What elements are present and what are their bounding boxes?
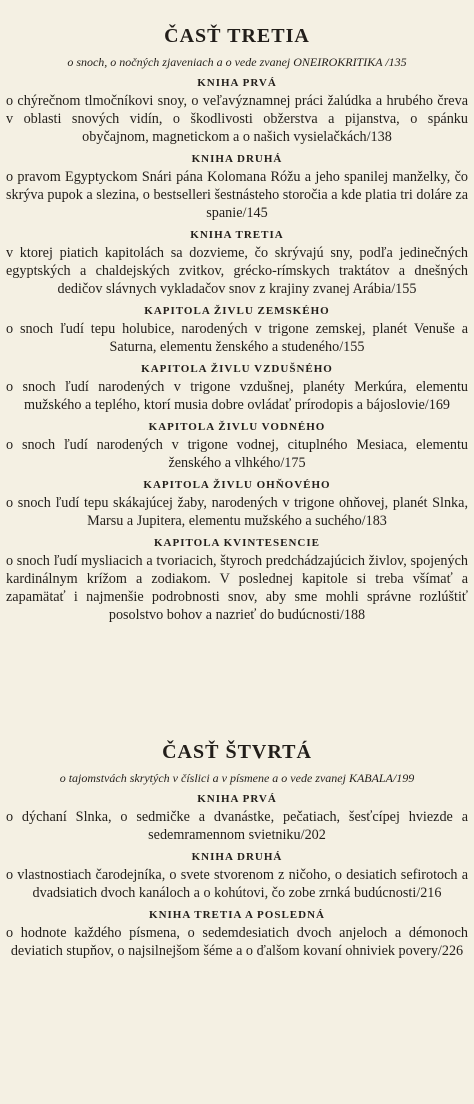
entry-heading: KNIHA DRUHÁ <box>191 153 283 165</box>
entry-text: o snoch ľudí tepu skákajúcej žaby, narodených v trigone ohňovej, planét Slnka, Marsu a Jupitera, elementu mužského a suchého/183 <box>6 495 468 529</box>
part-title: ČASŤ ŠTVRTÁ <box>162 741 312 763</box>
entry-text: o dýchaní Slnka, o sedmičke a dvanástke, pečatiach, šesťcípej hviezde a sedemramennom svietniku/202 <box>6 809 468 843</box>
entry-heading: KNIHA PRVÁ <box>197 77 277 89</box>
toc-entry-kniha-druha[interactable] <box>0 850 474 902</box>
entry-heading: KAPITOLA ŽIVLU OHŇOVÉHO <box>143 479 331 491</box>
toc-entry-kapitola-ohnoveho[interactable] <box>0 478 474 530</box>
toc-entry-kapitola-vodneho[interactable] <box>0 420 474 472</box>
part-title: ČASŤ TRETIA <box>164 25 310 47</box>
entry-heading: KNIHA PRVÁ <box>197 793 277 805</box>
part-subtitle: o tajomstvách skrytých v číslici a v písmene a o vede zvanej KABALA/199 <box>59 771 415 785</box>
toc-entry-kniha-druha[interactable] <box>0 152 474 222</box>
part-four <box>0 740 474 960</box>
entry-text: o vlastnostiach čarodejníka, o svete stvorenom z ničoho, o desiatich sefirotoch a dvadsiatich dvoch kanáloch a o kohútovi, čo zobe zrnká budúcnosti/216 <box>6 867 468 901</box>
entry-heading: KNIHA DRUHÁ <box>191 851 283 863</box>
entry-heading: KNIHA TRETIA <box>190 229 284 241</box>
entry-text: o hodnote každého písmena, o sedemdesiatich dvoch anjeloch a démonoch deviatich stupňov, o najsilnejšom šéme a o ďalšom kovaní ohniviek povery/226 <box>6 925 468 959</box>
entry-heading: KAPITOLA ŽIVLU VODNÉHO <box>148 421 326 433</box>
part-three <box>0 24 474 624</box>
toc-entry-kniha-prva[interactable] <box>0 792 474 844</box>
entry-heading: KAPITOLA ŽIVLU ZEMSKÉHO <box>144 305 330 317</box>
toc-entry-kniha-tretia[interactable] <box>0 228 474 298</box>
entry-text: o snoch ľudí narodených v trigone vzdušnej, planéty Merkúra, elementu mužského a teplého, ktorí musia dobre ovládať prírodopis a bájoslovie/169 <box>6 379 468 413</box>
entry-heading: KAPITOLA ŽIVLU VZDUŠNÉHO <box>141 363 333 375</box>
toc-entry-kapitola-kvintesencie[interactable] <box>0 536 474 624</box>
toc-entry-kniha-prva[interactable] <box>0 76 474 146</box>
toc-entry-kapitola-vzdusneho[interactable] <box>0 362 474 414</box>
toc-entry-kapitola-zemskeho[interactable] <box>0 304 474 356</box>
part-subtitle: o snoch, o nočných zjaveniach a o vede zvanej ONEIROKRITIKA /135 <box>67 55 407 69</box>
entry-text: o snoch ľudí mysliacich a tvoriacich, štyroch predchádzajúcich živlov, spojených kardinálnym krížom a zodiakom. V poslednej kapitole si treba všímať a zapamätať i najmenšie podrobnosti snov, aby sme mohli správne rozlúštiť posolstvo bohov a nazrieť do budúcnosti/188 <box>6 553 468 623</box>
toc-entry-kniha-tretia-a-posledna[interactable] <box>0 908 474 960</box>
entry-text: v ktorej piatich kapitolách sa dozvieme, čo skrývajú sny, podľa jedinečných egyptských a chaldejských zvitkov, grécko-rímskych traktátov a dnešných dedičov slávnych vykladačov snov z krajiny zvanej Arábia/155 <box>6 245 468 297</box>
entry-text: o snoch ľudí tepu holubice, narodených v trigone zemskej, planét Venuše a Saturna, elementu ženského a studeného/155 <box>6 321 468 355</box>
entry-heading: KNIHA TRETIA A POSLEDNÁ <box>149 909 325 921</box>
entry-text: o snoch ľudí narodených v trigone vodnej, cituplného Mesiaca, elementu ženského a vlhkého/175 <box>6 437 468 471</box>
entry-heading: KAPITOLA KVINTESENCIE <box>154 537 320 549</box>
entry-text: o chýrečnom tlmočníkovi snoy, o veľavýznamnej práci žalúdka a hrubého čreva v oblasti snových vidín, o škodlivosti obžerstva a pijanstva, o spánku obyčajnom, magnetickom a o našich vysielačkách/138 <box>6 93 468 145</box>
entry-text: o pravom Egyptyckom Snári pána Kolomana Róžu a jeho spanilej manželky, čo skrýva pupok a slezina, o bestselleri šestnásteho storočia a kde platia tri doláre za spanie/145 <box>6 169 468 221</box>
